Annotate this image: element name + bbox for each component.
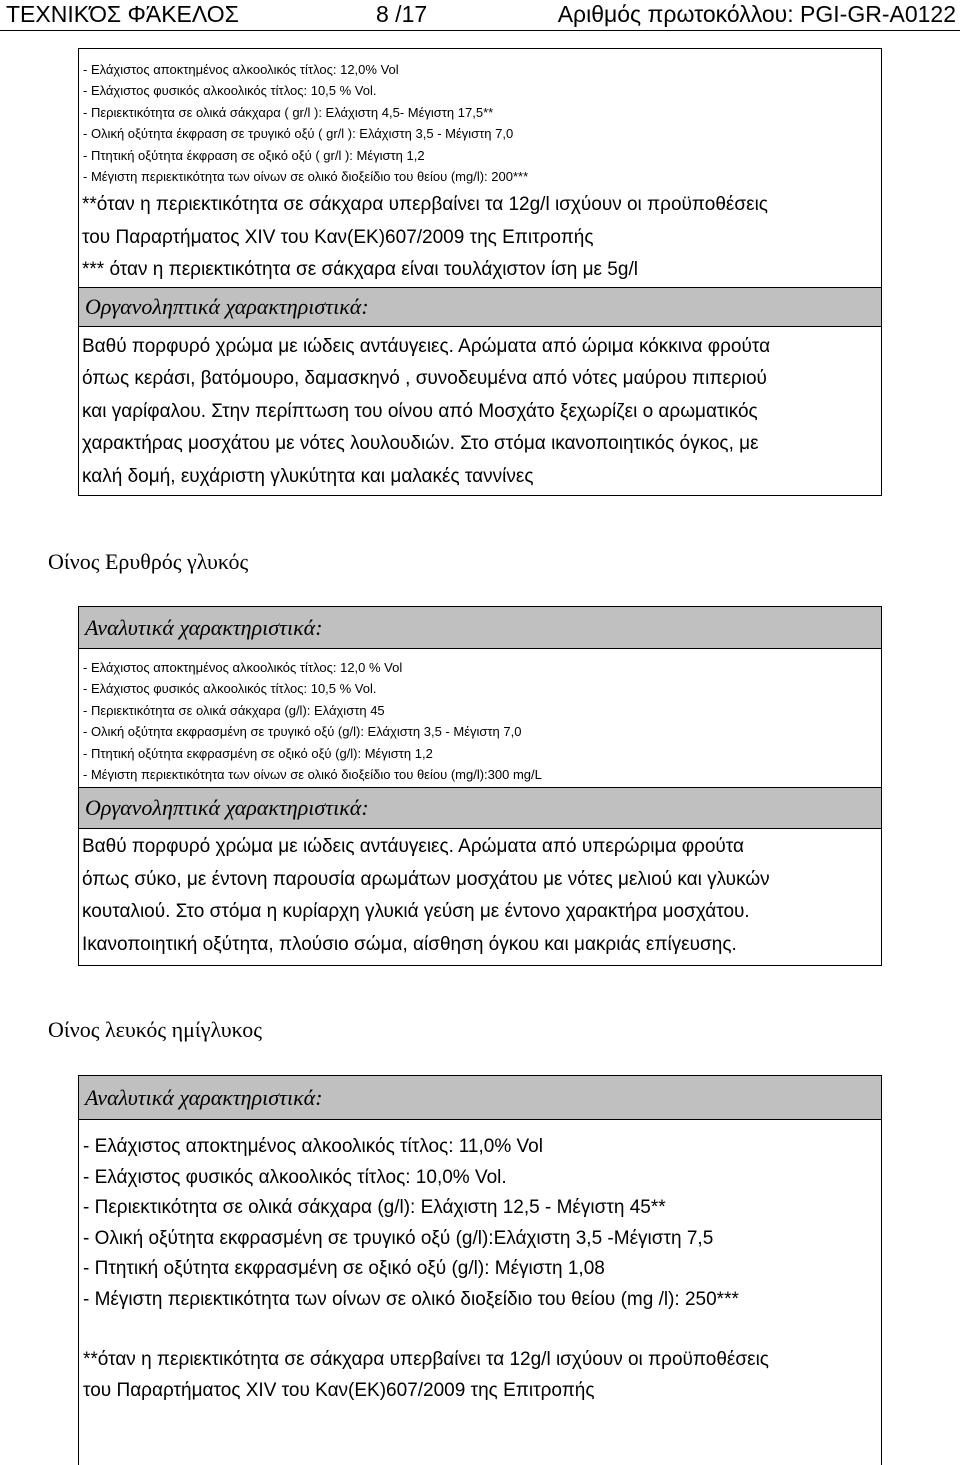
organoleptic-line: Βαθύ πορφυρό χρώμα με ιώδεις αντάυγειες. Αρώματα από υπερώριμα φρούτα [82, 836, 745, 858]
analytical-line: - Πτητική οξύτητα εκφρασμένη σε οξικό οξύ (g/l): Μέγιστη 1,2 [83, 745, 433, 761]
organoleptic-line: Ικανοποιητική οξύτητα, πλούσιο σώμα, αίσθηση όγκου και μακριάς επίγευσης. [82, 933, 737, 955]
analytical-line: - Ελάχιστος αποκτημένος αλκοολικός τίτλος: 11,0% Vol [83, 1136, 543, 1157]
document-title: ΤΕΧΝΙΚΌΣ ΦΆΚΕΛΟΣ [6, 1, 239, 27]
section1-analytical-list [79, 49, 881, 187]
analytical-line: - Πτητική οξύτητα έκφραση σε οξικό οξύ ( gr/l ): Μέγιστη 1,2 [83, 147, 425, 163]
section1-notes [79, 187, 881, 287]
organoleptic-line: καλή δομή, ευχάριστη γλυκύτητα και μαλακές ταννίνες [82, 465, 534, 487]
section2-analytical-list [79, 649, 881, 785]
analytical-line: - Ολική οξύτητα έκφραση σε τρυγικό οξύ ( gr/l ): Ελάχιστη 3,5 - Μέγιστη 7,0 [83, 126, 514, 142]
organoleptic-line: όπως κεράσι, βατόμουρο, δαμασκηνό , συνοδευμένα από νότες μαύρου πιπεριού [82, 368, 767, 390]
organoleptic-line: και γαρίφαλου. Στην περίπτωση του οίνου από Μοσχάτο ξεχωρίζει ο αρωματικός [82, 400, 758, 422]
analytical-line: - Πτητική οξύτητα εκφρασμένη σε οξικό οξύ (g/l): Μέγιστη 1,08 [83, 1258, 605, 1279]
section3-analytical-header: Αναλυτικά χαρακτηριστικά: [79, 1076, 881, 1120]
analytical-line: - Περιεκτικότητα σε ολικά σάκχαρα (g/l): Ελάχιστη 45 [83, 702, 385, 718]
section1-organoleptic-header: Οργανοληπτικά χαρακτηριστικά: [79, 287, 881, 327]
analytical-line: - Ολική οξύτητα εκφρασμένη σε τρυγικό οξύ (g/l):Ελάχιστη 3,5 -Μέγιστη 7,5 [83, 1227, 714, 1249]
note-line: του Παραρτήματος XIV του Καν(ΕΚ)607/2009 της Επιτροπής [83, 1379, 595, 1401]
section2-organoleptic-header: Οργανοληπτικά χαρακτηριστικά: [79, 787, 881, 829]
analytical-line: - Ελάχιστος φυσικός αλκοολικός τίτλος: 10,5 % Vol. [83, 83, 377, 99]
section3-box [78, 1075, 882, 1465]
analytical-line: - Μέγιστη περιεκτικότητα των οίνων σε ολικό διοξείδιο του θείου (mg/l):300 mg/L [83, 767, 542, 783]
analytical-line: - Ελάχιστος φυσικός αλκοολικός τίτλος: 10,0% Vol. [83, 1166, 507, 1188]
section2-box [78, 606, 882, 966]
note-line: *** όταν η περιεκτικότητα σε σάκχαρα είναι τουλάχιστον ίση με 5g/l [82, 259, 638, 281]
header-divider [0, 30, 960, 31]
organoleptic-line: Βαθύ πορφυρό χρώμα με ιώδεις αντάυγειες. Αρώματα από ώριμα κόκκινα φρούτα [82, 335, 771, 357]
page-number: 8 /17 [376, 1, 428, 27]
note-line: **όταν η περιεκτικότητα σε σάκχαρα υπερβαίνει τα 12g/l ισχύουν οι προϋποθέσεις [83, 1349, 769, 1370]
analytical-line: - Περιεκτικότητα σε ολικά σάκχαρα ( gr/l ): Ελάχιστη 4,5- Μέγιστη 17,5** [83, 104, 494, 120]
organoleptic-line: όπως σύκο, με έντονη παρουσία αρωμάτων μοσχάτου με νότες μελιού και γλυκών [82, 868, 770, 890]
note-line: του Παραρτήματος XIV του Καν(ΕΚ)607/2009 της Επιτροπής [82, 226, 594, 248]
analytical-line: - Περιεκτικότητα σε ολικά σάκχαρα (g/l): Ελάχιστη 12,5 - Μέγιστη 45** [83, 1197, 666, 1218]
page-header [0, 0, 960, 30]
section1-box [78, 48, 882, 496]
protocol-number: Αριθμός πρωτοκόλλου: PGI-GR-A0122 [557, 1, 956, 27]
analytical-line: - Μέγιστη περιεκτικότητα των οίνων σε ολικό διοξείδιο του θείου (mg/l): 200*** [83, 169, 529, 185]
organoleptic-line: κουταλιού. Στο στόμα η κυρίαρχη γλυκιά γεύση με έντονο χαρακτήρα μοσχάτου. [82, 901, 750, 923]
section3-notes [79, 1315, 881, 1406]
analytical-line: - Ελάχιστος φυσικός αλκοολικός τίτλος: 10,5 % Vol. [83, 681, 377, 697]
section2-organoleptic-text [79, 829, 881, 961]
organoleptic-line: χαρακτήρας μοσχάτου με νότες λουλουδιών. Στο στόμα ικανοποιητικός όγκος, με [82, 433, 759, 455]
analytical-line: - Ελάχιστος αποκτημένος αλκοολικός τίτλος: 12,0 % Vol [83, 660, 403, 675]
section1-organoleptic-text [79, 327, 881, 494]
section3-heading: Οίνος λευκός ημίγλυκος [48, 1017, 262, 1042]
section2-heading: Οίνος Ερυθρός γλυκός [48, 549, 249, 574]
section2-analytical-header: Αναλυτικά χαρακτηριστικά: [79, 607, 881, 649]
analytical-line: - Μέγιστη περιεκτικότητα των οίνων σε ολικό διοξείδιο του θείου (mg /l): 250*** [83, 1288, 739, 1310]
note-line: **όταν η περιεκτικότητα σε σάκχαρα υπερβαίνει τα 12g/l ισχύουν οι προϋποθέσεις [82, 194, 768, 216]
analytical-line: - Ελάχιστος αποκτημένος αλκοολικός τίτλος: 12,0% Vol [83, 62, 399, 77]
section3-analytical-list [79, 1120, 881, 1315]
analytical-line: - Ολική οξύτητα εκφρασμένη σε τρυγικό οξύ (g/l): Ελάχιστη 3,5 - Μέγιστη 7,0 [83, 724, 522, 740]
